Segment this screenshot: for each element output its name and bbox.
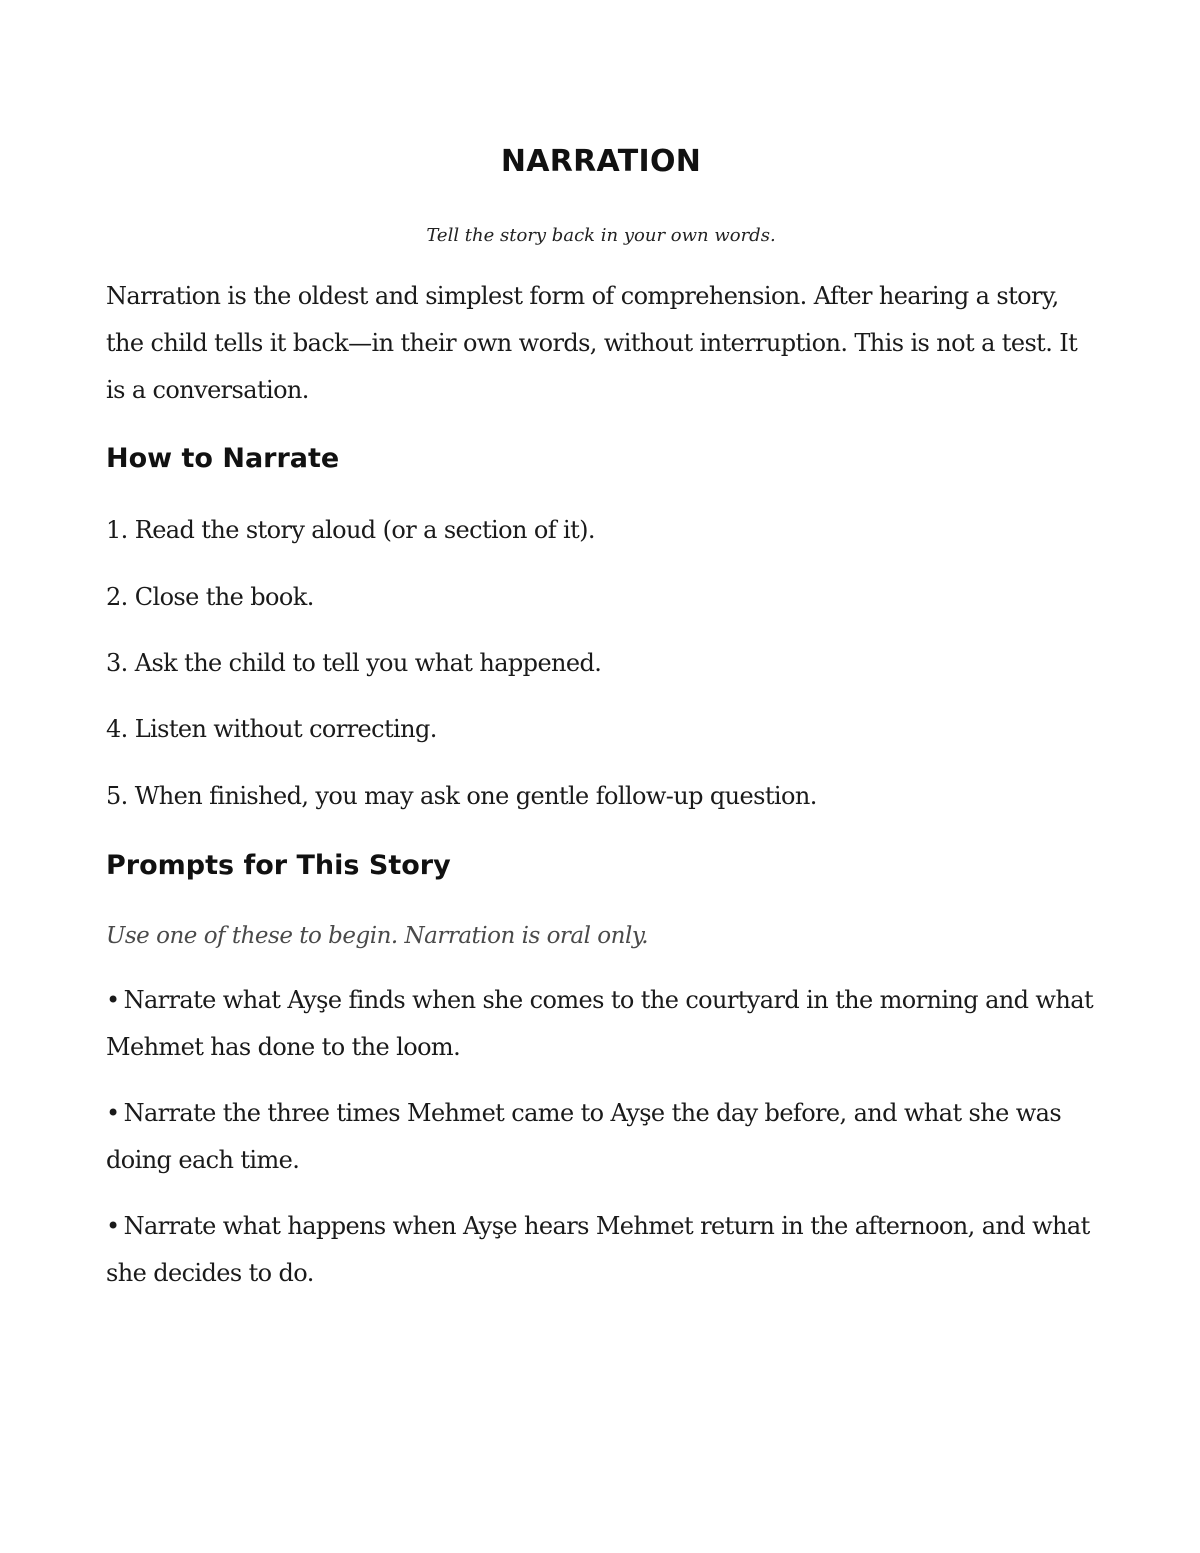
prompt-text: Narrate the three times Mehmet came to Ayşe the day before, and what she was doing each time. xyxy=(106,1099,1062,1174)
prompt-text: Narrate what happens when Ayşe hears Mehmet return in the afternoon, and what she decides to do. xyxy=(106,1212,1090,1287)
prompts-note: Use one of these to begin. Narration is oral only. xyxy=(106,923,649,949)
page-title: NARRATION xyxy=(500,144,702,179)
document-page xyxy=(106,0,1096,1553)
prompt-item xyxy=(106,1203,1096,1297)
bullet-marker: • xyxy=(106,986,120,1014)
step-item: 4. Listen without correcting. xyxy=(106,715,437,743)
page-subtitle: Tell the story back in your own words. xyxy=(426,225,776,246)
bullet-marker: • xyxy=(106,1099,120,1127)
step-item: 5. When finished, you may ask one gentle follow-up question. xyxy=(106,782,817,810)
prompts-heading: Prompts for This Story xyxy=(106,850,451,881)
step-item: 2. Close the book. xyxy=(106,583,314,611)
prompt-item xyxy=(106,977,1096,1071)
step-item: 3. Ask the child to tell you what happened. xyxy=(106,649,602,677)
step-item: 1. Read the story aloud (or a section of it). xyxy=(106,516,595,544)
prompt-item xyxy=(106,1090,1096,1184)
prompt-text: Narrate what Ayşe finds when she comes to the courtyard in the morning and what Mehmet has done to the loom. xyxy=(106,986,1093,1061)
how-to-narrate-heading: How to Narrate xyxy=(106,443,340,474)
bullet-marker: • xyxy=(106,1212,120,1240)
intro-paragraph: Narration is the oldest and simplest form of comprehension. After hearing a story, the child tells it back—in their own words, without interruption. This is not a test. It is a conversation. xyxy=(106,282,1078,404)
